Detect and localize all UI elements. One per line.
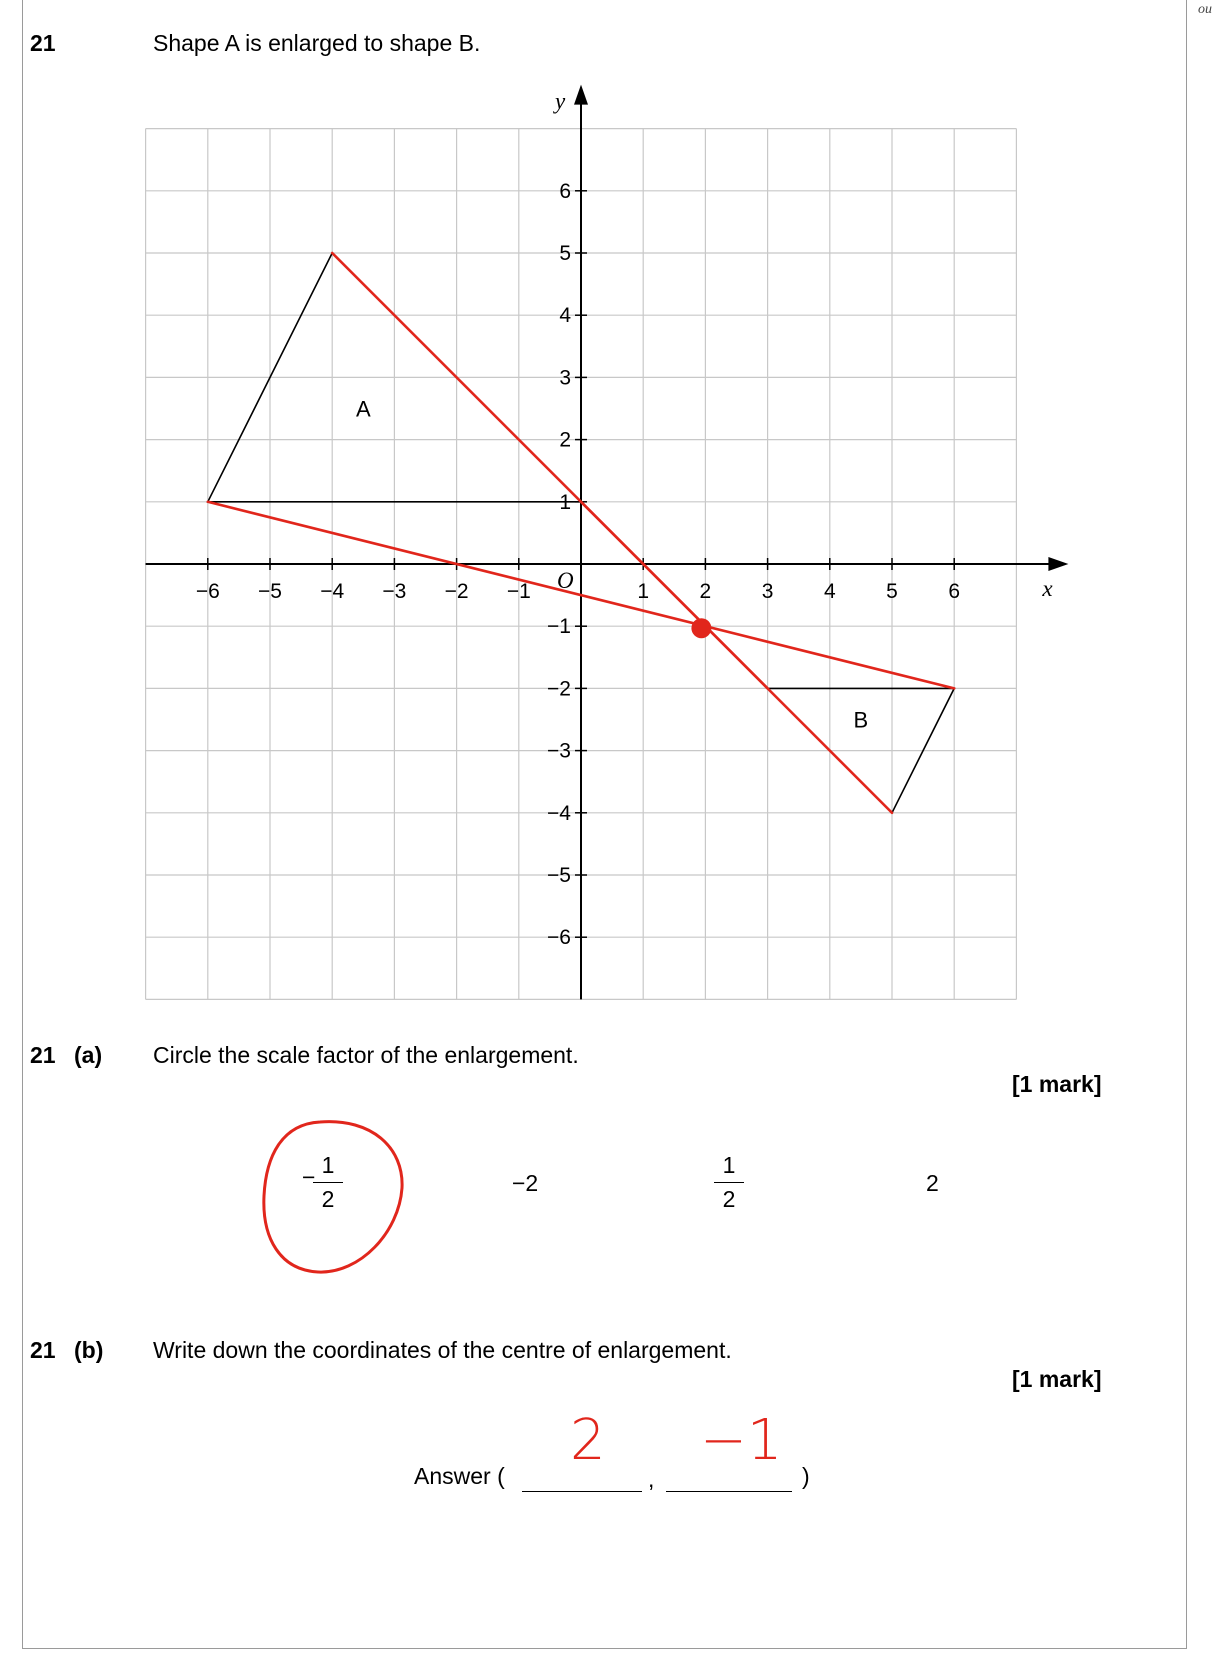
- option-2[interactable]: −2: [512, 1170, 539, 1196]
- part-b-marks: [1 mark]: [1012, 1366, 1102, 1392]
- corner-text: ou: [1198, 2, 1212, 17]
- part-a-marks: [1 mark]: [1012, 1071, 1102, 1097]
- x-tick-label: −1: [506, 580, 531, 603]
- answer-suffix: ): [802, 1463, 810, 1489]
- answer-y-field[interactable]: [666, 1490, 792, 1492]
- origin-label: O: [557, 568, 574, 593]
- y-tick-label: 2: [559, 428, 571, 452]
- y-tick-label: 3: [559, 366, 571, 390]
- y-tick-label: 1: [559, 490, 571, 514]
- x-tick-label: −5: [258, 580, 282, 603]
- y-tick-label: 6: [559, 179, 571, 203]
- answer-comma: ,: [648, 1466, 655, 1492]
- x-tick-label: 6: [948, 580, 961, 603]
- y-tick-label: −3: [547, 739, 571, 763]
- y-tick-label: −4: [547, 801, 571, 825]
- part-a-text: Circle the scale factor of the enlargement.: [153, 1042, 579, 1068]
- option-3-numerator: 1: [722, 1152, 736, 1178]
- x-tick-label: −3: [382, 580, 407, 603]
- x-tick-label: 3: [761, 580, 774, 603]
- part-b-number: 21: [30, 1337, 56, 1363]
- option-4[interactable]: 2: [926, 1170, 939, 1196]
- x-axis-label: x: [1042, 576, 1053, 601]
- y-tick-label: 5: [559, 242, 571, 265]
- option-1-sign: −: [302, 1164, 316, 1190]
- y-tick-label: −1: [547, 615, 571, 639]
- answer-prefix: Answer (: [414, 1463, 505, 1489]
- x-tick-label: 1: [637, 580, 650, 603]
- option-1-numerator: 1: [321, 1152, 335, 1178]
- part-b-text: Write down the coordinates of the centre of enlargement.: [153, 1337, 732, 1363]
- option-1-denominator: 2: [321, 1186, 335, 1212]
- answer-y-handwritten: −1: [700, 1408, 783, 1473]
- question-number: 21: [30, 30, 56, 56]
- question-stem: Shape A is enlarged to shape B.: [153, 30, 481, 56]
- y-tick-label: −5: [547, 864, 571, 887]
- x-tick-label: 4: [823, 580, 836, 603]
- x-tick-label: 5: [886, 580, 898, 603]
- part-b-label: (b): [74, 1337, 104, 1363]
- x-tick-label: 2: [699, 580, 712, 603]
- option-3-denominator: 2: [722, 1186, 736, 1212]
- shape-b-label: B: [853, 707, 869, 733]
- answer-x-handwritten: 2: [570, 1408, 606, 1473]
- x-tick-label: −6: [195, 580, 220, 603]
- answer-x-field[interactable]: [522, 1490, 642, 1492]
- part-a-label: (a): [74, 1042, 103, 1068]
- x-tick-label: −2: [444, 580, 469, 603]
- part-a-number: 21: [30, 1042, 56, 1068]
- x-tick-label: −4: [320, 580, 345, 603]
- y-axis-label: y: [555, 88, 566, 114]
- y-tick-label: −6: [547, 926, 571, 950]
- y-tick-label: −2: [547, 677, 571, 701]
- y-tick-label: 4: [559, 304, 571, 328]
- shape-a-label: A: [355, 396, 371, 422]
